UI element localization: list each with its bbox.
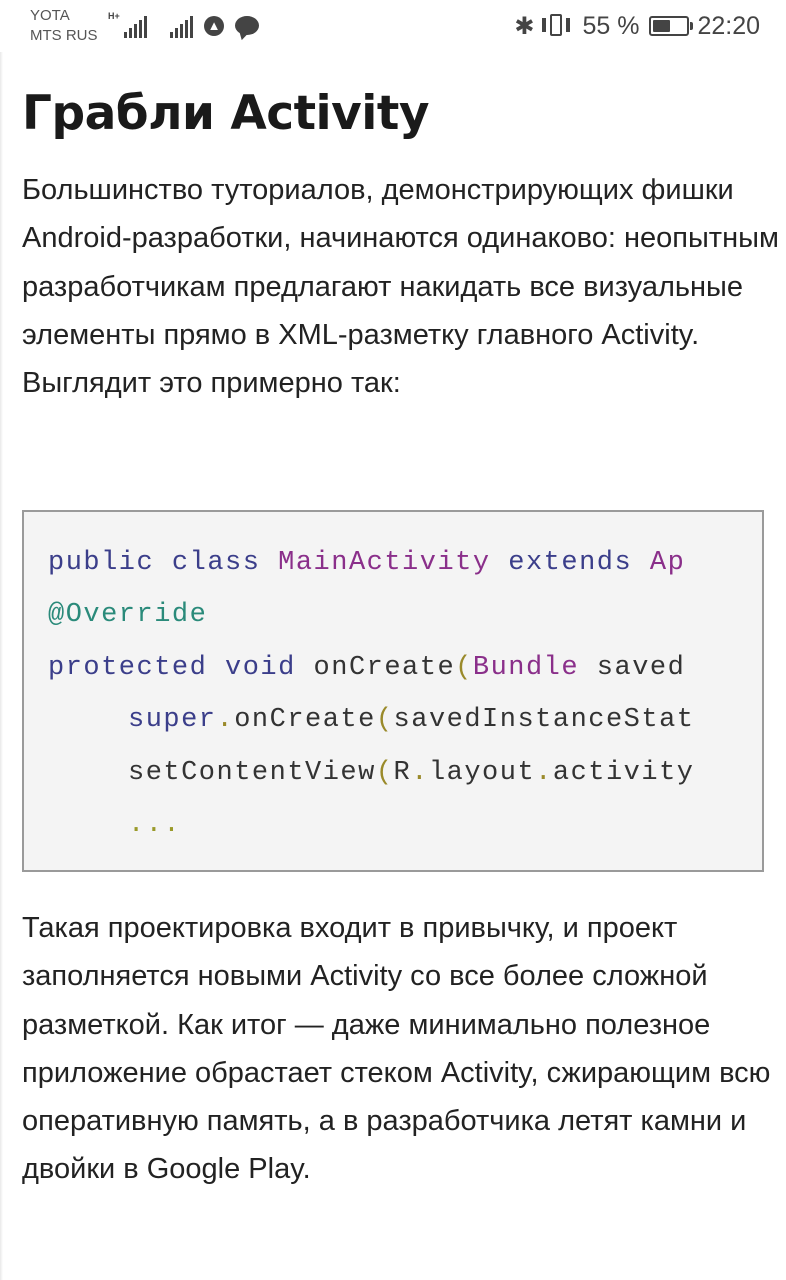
network-type-label: H+ <box>108 11 120 21</box>
article-paragraph-1: Большинство туториалов, демонстрирующих фишки Android-разработки, начинаются одинаково: неопытным разработчикам предлагают накидать все визуальные элементы прямо в XML-разметку главного Activity. Выглядит это примерно так: <box>22 174 779 400</box>
code-line-6: ... <box>128 810 182 840</box>
bluetooth-icon: ✱ <box>514 12 535 40</box>
article-heading: Грабли Activity <box>22 86 430 141</box>
status-bar <box>0 0 786 52</box>
code-line-1: public class MainActivity extends Ap <box>48 548 686 578</box>
code-block[interactable] <box>22 510 764 872</box>
carrier-1: YOTA <box>30 7 70 24</box>
vibrate-icon <box>538 12 578 40</box>
battery-percent: 55 % <box>582 11 640 40</box>
code-line-3: protected void onCreate(Bundle saved <box>48 653 686 683</box>
battery-icon <box>649 16 689 36</box>
code-line-4: super.onCreate(savedInstanceStat <box>128 705 695 735</box>
clock: 22:20 <box>697 11 760 40</box>
page-edge <box>0 52 3 1280</box>
code-line-5: setContentView(R.layout.activity <box>128 758 695 788</box>
status-right <box>514 10 760 42</box>
carrier-2: MTS RUS <box>30 27 98 44</box>
carrier-names <box>30 6 98 46</box>
data-saver-icon: ▲ <box>204 16 224 36</box>
signal-icon <box>170 12 193 38</box>
code-line-2: @Override <box>48 600 208 630</box>
signal-icon <box>124 12 147 38</box>
chat-bubble-icon <box>235 16 259 35</box>
article-paragraph-2: Такая проектировка входит в привычку, и проект заполняется новыми Activity со все более сложной разметкой. Как итог — даже минимально полезное приложение обрастает стеком Activity, сжирающим всю оперативную память, а в разработчика летят камни и двойки в Google Play. <box>22 912 771 1186</box>
